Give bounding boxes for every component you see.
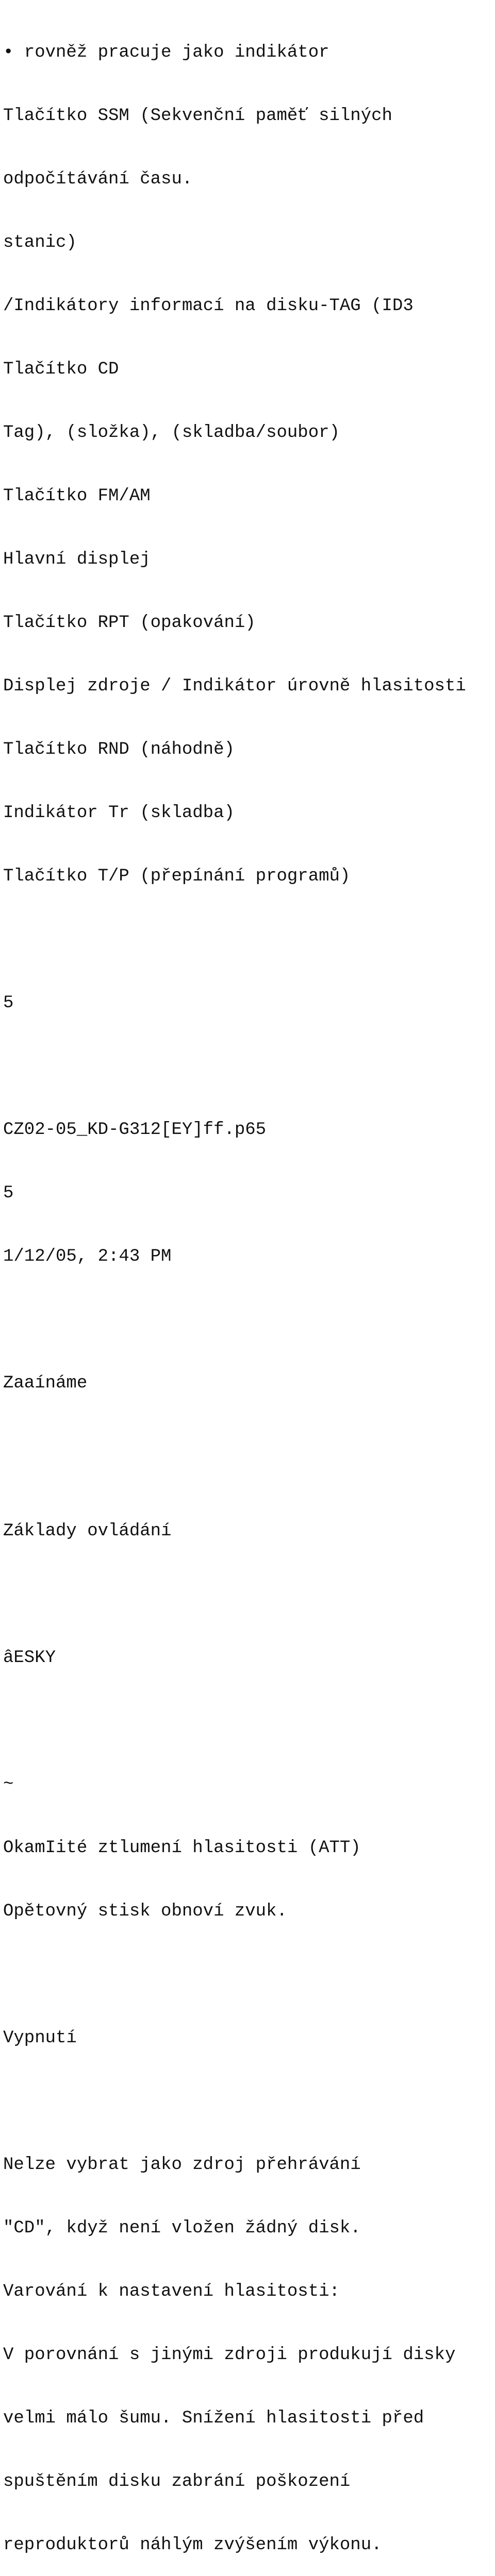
language-label: âESKY [3,1648,56,1668]
text-line: Tlačítko CD [3,360,119,379]
blank-line [3,929,492,951]
file-name: CZ02-05_KD-G312[EY]ff.p65 [3,1120,267,1140]
text-line: Displej zdroje / Indikátor úrovně hlasitosti [3,676,466,696]
text-line: Opětovný stisk obnoví zvuk. [3,1902,287,1921]
page-number: 5 [3,1183,14,1203]
text-line: Indikátor Tr (skladba) [3,803,235,823]
text-line: Vypnutí [3,2028,77,2048]
text-line: velmi málo šumu. Snížení hlasitosti před [3,2409,424,2428]
text-line: odpočítávání času. [3,170,193,189]
text-line: V porovnání s jinými zdroji produkují disky [3,2345,456,2365]
blank-line [3,1310,492,1331]
text-line: Hlavní displej [3,550,151,569]
text-line: /Indikátory informací na disku-TAG (ID3 [3,296,414,316]
text-line: Tlačítko RPT (opakování) [3,613,256,633]
blank-line [3,1584,492,1605]
text-line: • rovněž pracuje jako indikátor [3,43,329,62]
tilde-symbol: ~ [3,1775,14,1794]
text-line: "CD", když není vložen žádný disk. [3,2218,361,2238]
blank-line [3,1711,492,1732]
text-line: Tlačítko FM/AM [3,486,151,506]
text-line: Nelze vybrat jako zdroj přehrávání [3,2155,361,2175]
timestamp: 1/12/05, 2:43 PM [3,1247,172,1266]
text-line: Tag), (složka), (skladba/soubor) [3,423,340,443]
blank-lines [3,1436,492,1479]
text-line: spuštěním disku zabrání poškození [3,2472,351,2492]
text-line: Tlačítko T/P (přepínání programů) [3,867,351,886]
blank-line [3,1964,492,1986]
section-heading: Základy ovládání [3,1521,172,1541]
text-line: OkamIité ztlumení hlasitosti (ATT) [3,1838,361,1858]
text-line: stanic) [3,233,77,252]
document-text [3,0,492,2576]
blank-line [3,1056,492,1077]
section-heading: Zaaínáme [3,1374,88,1393]
text-line: reproduktorů náhlým zvýšením výkonu. [3,2535,382,2555]
page-number: 5 [3,993,14,1013]
blank-line [3,2091,492,2112]
text-line: Tlačítko RND (náhodně) [3,740,235,759]
text-line: Varování k nastavení hlasitosti: [3,2282,340,2301]
text-line: Tlačítko SSM (Sekvenční paměť silných [3,106,392,126]
